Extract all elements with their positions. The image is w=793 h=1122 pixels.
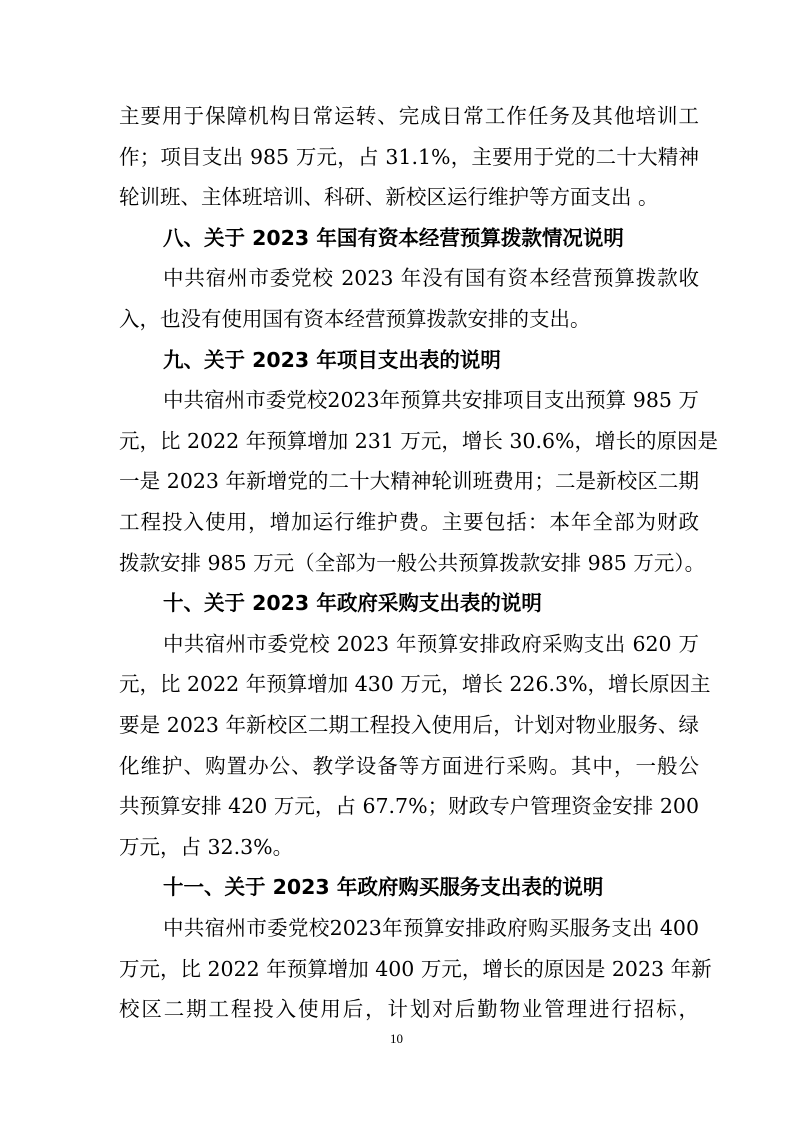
paragraph-line: 主要用于保障机构日常运转、完成日常工作任务及其他培训工 — [119, 104, 699, 128]
paragraph-line: 作；项目支出 985 万元，占 31.1%，主要用于党的二十大精神 — [119, 145, 699, 169]
section-heading-11: 十一、关于 2023 年政府购买服务支出表的说明 — [163, 875, 604, 899]
paragraph-line: 元，比 2022 年预算增加 231 万元，增长 30.6%，增长的原因是 — [119, 429, 719, 453]
paragraph-line: 元，比 2022 年预算增加 430 万元，增长 226.3%，增长原因主 — [119, 672, 711, 696]
paragraph-line: 中共宿州市委党校2023年预算共安排项目支出预算 985 万 — [163, 388, 699, 412]
paragraph-line: 要是 2023 年新校区二期工程投入使用后，计划对物业服务、绿 — [119, 713, 699, 737]
paragraph-line: 一是 2023 年新增党的二十大精神轮训班费用；二是新校区二期 — [119, 469, 699, 493]
paragraph-line: 共预算安排 420 万元，占 67.7%；财政专户管理资金安排 200 — [119, 794, 699, 818]
paragraph-line: 校区二期工程投入使用后，计划对后勤物业管理进行招标， — [119, 997, 699, 1021]
section-heading-8: 八、关于 2023 年国有资本经营预算拨款情况说明 — [163, 226, 624, 250]
paragraph-line: 轮训班、主体班培训、科研、新校区运行维护等方面支出 。 — [119, 185, 659, 209]
paragraph-line: 化维护、购置办公、教学设备等方面进行采购。其中，一般公 — [119, 754, 699, 778]
section-heading-9: 九、关于 2023 年项目支出表的说明 — [163, 348, 501, 372]
paragraph-line: 万元，占 32.3%。 — [119, 835, 294, 859]
paragraph-line: 入，也没有使用国有资本经营预算拨款安排的支出。 — [119, 307, 591, 331]
paragraph-line: 拨款安排 985 万元（全部为一般公共预算拨款安排 985 万元）。 — [119, 551, 706, 575]
paragraph-line: 工程投入使用，增加运行维护费。主要包括：本年全部为财政 — [119, 510, 699, 534]
paragraph-line: 中共宿州市委党校2023年预算安排政府购买服务支出 400 — [163, 916, 699, 940]
paragraph-line: 万元，比 2022 年预算增加 400 万元，增长的原因是 2023 年新 — [119, 957, 712, 981]
paragraph-line: 中共宿州市委党校 2023 年预算安排政府采购支出 620 万 — [163, 632, 699, 656]
page-number: 10 — [390, 1031, 403, 1046]
paragraph-line: 中共宿州市委党校 2023 年没有国有资本经营预算拨款收 — [163, 266, 699, 290]
section-heading-10: 十、关于 2023 年政府采购支出表的说明 — [163, 591, 542, 615]
